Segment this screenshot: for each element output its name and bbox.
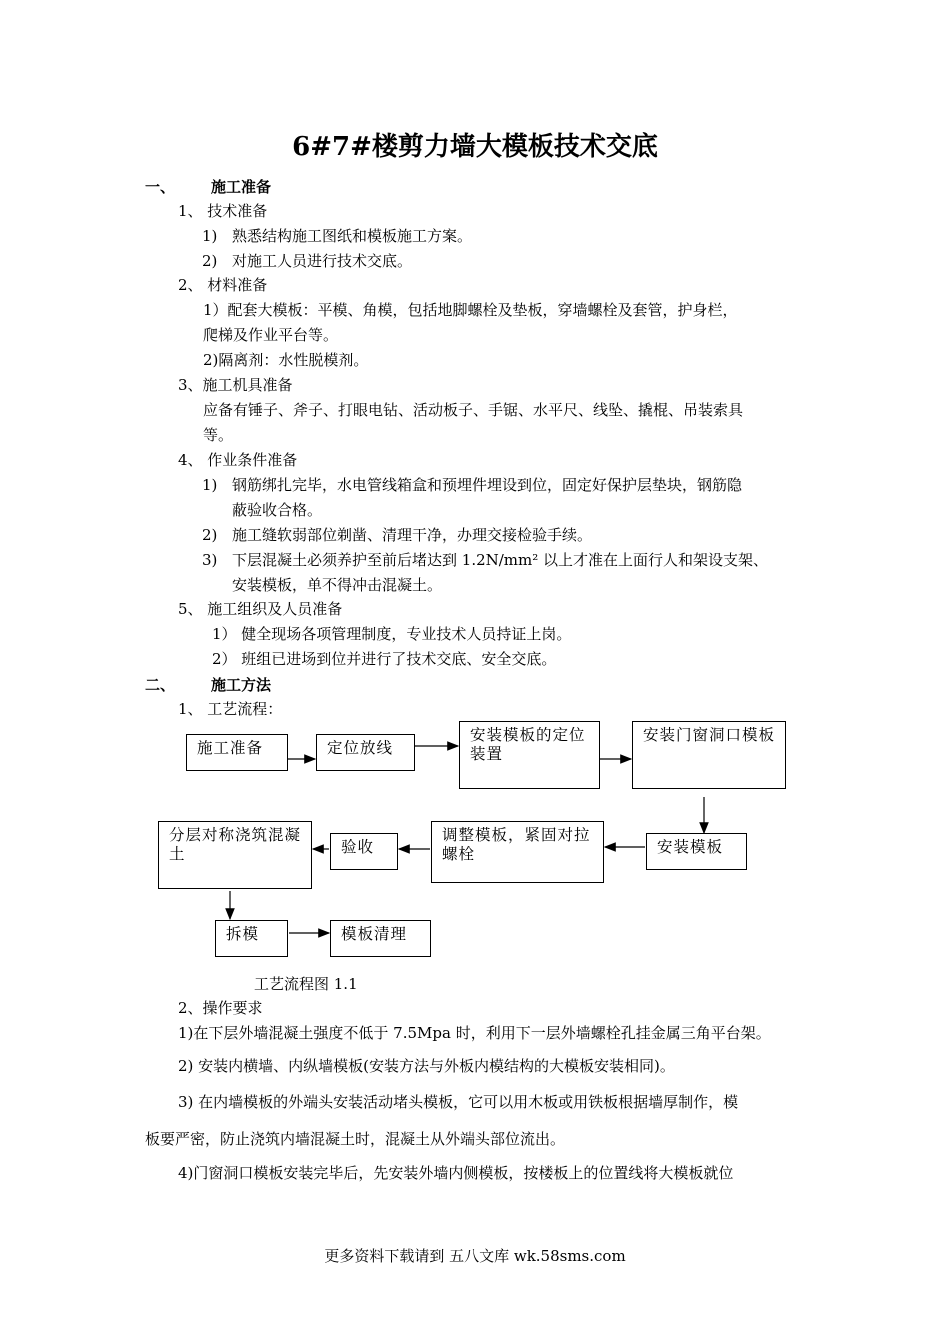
s1-item2: 对施工人员进行技术交底。 [232,252,413,270]
flow-section-label: 1、 工艺流程： [178,700,283,718]
s2-item1-line1: 1）配套大模板：平模、角模，包括地脚螺栓及垫板，穿墙螺栓及套管，护身栏， [203,301,738,319]
s1-label: 1、 技术准备 [178,202,268,220]
s2-item1-line2: 爬梯及作业平台等。 [203,326,339,344]
s2-label: 2、 材料准备 [178,276,268,294]
s4-item3-line1: 下层混凝土必须养护至前后堵达到 1.2N/mm² 以上才准在上面行人和架设支架、 [232,551,769,569]
section2-heading: 施工方法 [211,676,272,694]
s5-label: 5、 施工组织及人员准备 [178,600,343,618]
operation-p2: 2) 安装内横墙、内纵墙模板(安装方法与外板内模结构的大模板安装相同)。 [178,1057,675,1075]
s2-item2: 2)隔离剂：水性脱模剂。 [203,351,369,369]
operation-p1: 1)在下层外墙混凝土强度不低于 7.5Mpa 时，利用下一层外墙螺栓孔挂金属三角平台架。 [178,1024,771,1042]
s5-item2: 2） 班组已进场到位并进行了技术交底、安全交底。 [212,650,557,668]
s4-item1-line2: 蔽验收合格。 [232,501,323,519]
operation-p4: 4)门窗洞口模板安装完毕后，先安装外墙内侧模板，按楼板上的位置线将大模板就位 [178,1164,734,1182]
operation-label: 2、操作要求 [178,999,263,1017]
operation-p3-line1: 3) 在内墙模板的外端头安装活动堵头模板，它可以用木板或用铁板根据墙厚制作，模 [178,1093,739,1111]
section2-number: 二、 [145,676,176,694]
s3-line1: 应备有锤子、斧子、打眼电钻、活动板子、手锯、水平尺、线坠、撬棍、吊装索具 [203,401,744,419]
flow-box-remove-formwork: 拆模 [215,920,288,957]
s4-item2-number: 2) [202,526,218,544]
flow-box-clean-formwork: 模板清理 [330,920,431,957]
flow-box-positioning: 定位放线 [316,734,415,771]
s1-item1: 熟悉结构施工图纸和模板施工方案。 [232,227,473,245]
flow-box-door-window-formwork: 安装门窗洞口模板 [632,721,786,789]
s4-label: 4、 作业条件准备 [178,451,298,469]
s3-label: 3、施工机具准备 [178,376,293,394]
footer: 更多资料下载请到 五八文库 wk.58sms.com [324,1247,626,1265]
s4-item3-line2: 安装模板，单不得冲击混凝土。 [232,576,443,594]
flow-box-install-formwork: 安装模板 [646,833,747,870]
flow-caption: 工艺流程图 1.1 [254,975,358,993]
s3-line2: 等。 [203,426,234,444]
flow-box-inspection: 验收 [330,833,398,870]
section1-heading: 施工准备 [211,178,272,196]
flow-box-formwork-locator: 安装模板的定位装置 [459,721,600,789]
s1-item2-number: 2) [202,252,218,270]
flow-box-adjust-formwork: 调整模板，紧固对拉螺栓 [431,821,604,883]
s1-item1-number: 1) [202,227,218,245]
flow-box-pour-concrete: 分层对称浇筑混凝土 [158,821,312,889]
operation-p3-line2: 板要严密，防止浇筑内墙混凝土时，混凝土从外端头部位流出。 [145,1130,566,1148]
s4-item2: 施工缝软弱部位剃凿、清理干净，办理交接检验手续。 [232,526,593,544]
s4-item3-number: 3) [202,551,218,569]
page-title: 6#7#楼剪力墙大模板技术交底 [292,132,658,162]
s4-item1-number: 1) [202,476,218,494]
s4-item1-line1: 钢筋绑扎完毕，水电管线箱盒和预埋件埋设到位，固定好保护层垫块，钢筋隐 [232,476,743,494]
section1-number: 一、 [145,178,176,196]
s5-item1: 1） 健全现场各项管理制度，专业技术人员持证上岗。 [212,625,572,643]
flow-box-construction-prep: 施工准备 [186,734,288,771]
